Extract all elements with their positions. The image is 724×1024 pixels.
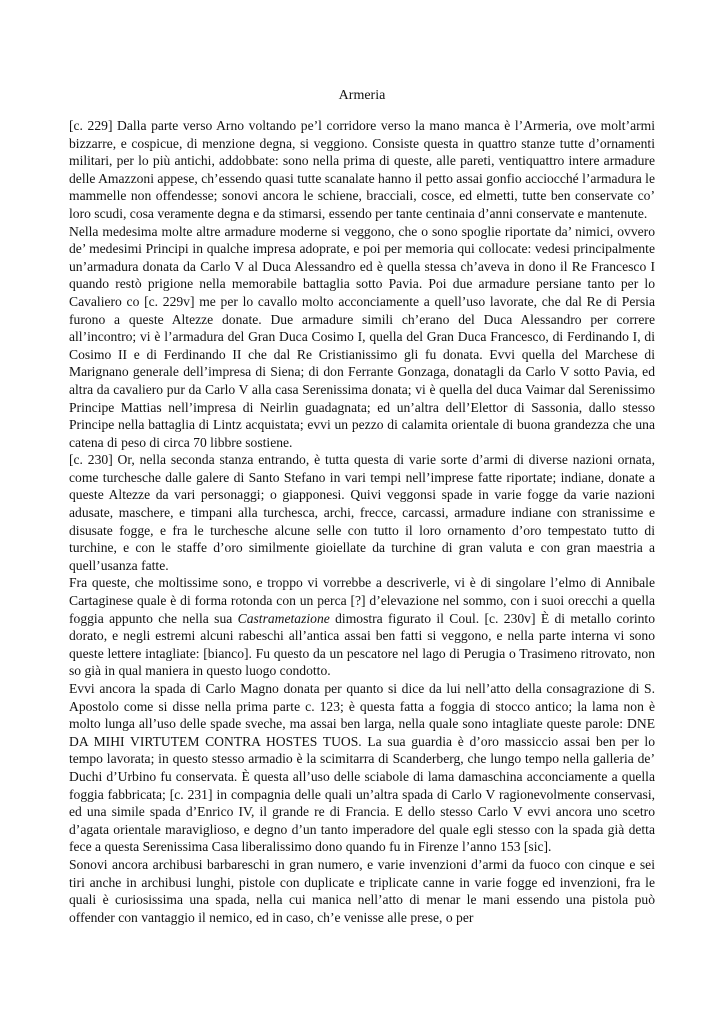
paragraph-1: [c. 229] Dalla parte verso Arno voltando pe’l corridore verso la mano manca è l’Armeria, ove molt’armi bizzarre, e cospicue, di menzione degna, si veggiono. Consiste questa in quattro stanze tutte d’ornamenti militari, per lo più antichi, addobbate: sono nella prima di queste, alle pareti, ventiquattro intere armadure delle Amazzoni appese, ch’essendo quasi tutte scanalate hanno il petto assai gonfio acciocché l’armadura le mammelle non offendesse; sonovi ancora le schiene, bracciali, cosce, ed elmetti, tutte ben conservate co’ loro scudi, cosa veramente degna e da stimarsi, essendo per tante centinaia d’anni conservate e mantenute. — [69, 118, 655, 221]
paragraph-4-italic-title: Castrametazione — [237, 610, 330, 626]
paragraph-2: Nella medesima molte altre armadure moderne si veggono, che o sono spoglie riportate da’ nimici, ovvero de’ medesimi Principi in qualche impresa adoprate, e poi per memoria qui collocate: vedesi principalmente un’armadura donata da Carlo V al Duca Alessandro ed è quella stessa ch’aveva in dono il Re Francesco I quando restò prigione nella memorabile battaglia sotto Pavia. Poi due armadure persiane tanto per lo Cavaliero co [c. 229v] me per lo cavallo molto acconciamente a quell’uso lavorate, che dal Re di Persia furono a queste Altezze donate. Due armadure simili ch’erano del Duca Alessandro per correre all’incontro; vi è l’armadura del Gran Duca Cosimo I, quella del Gran Duca Francesco, di Ferdinando I, di Cosimo II e di Ferdinando II che dal Re Cristianissimo gli fu donata. Evvi quella del Marchese di Marignano generale dell’impresa di Siena; di don Ferrante Gonzaga, donatagli da Carlo V sotto Pavia, ed altra da cavaliero pur da Carlo V alla casa Serenissima donata; vi è quella del duca Vaimar dal Serenissimo Principe Mattias nell’impresa di Neirlin guadagnata; ed un’altra dell’Elettor di Sassonia, dallo stesso Principe nella battaglia di Lintz acquistata; evvi un pezzo di calamita orientale di buona grandezza che una catena di peso di circa 70 libbre sostiene. — [69, 223, 655, 450]
page-title: Armeria — [338, 88, 386, 103]
document-page — [69, 86, 655, 926]
paragraph-4 — [69, 574, 655, 680]
paragraph-6: Sonovi ancora archibusi barbareschi in gran numero, e varie invenzioni d’armi da fuoco con cinque e sei tiri anche in archibusi lunghi, pistole con duplicate e triplicate canne in varie fogge ed invenzioni, fra le quali è curiosissima una spada, nella cui manica nell’atto di menar le mani essendo una pistola può offender con vantaggio il nemico, ed in caso, ch’e venisse alle prese, o per — [69, 856, 655, 925]
paragraph-4-text-b: dimostra figurato il Coul. [c. 230v] È di metallo corinto dorato, e negli estremi alcuni rabeschi all’antica assai ben fatti si veggono, e nella parte interna vi sono queste lettere intagliate: [bianco]. Fu questo da un pescatore nel lago di Perugia o Trasimeno ritrovato, non so già in qual maniera in questo luogo condotto. — [69, 610, 655, 679]
paragraph-5: Evvi ancora la spada di Carlo Magno donata per quanto si dice da lui nell’atto della consagrazione di S. Apostolo come si disse nella prima parte c. 123; è questa fatta a foggia di stocco antico; la lama non è molto lunga all’uso delle spade sveche, ma assai ben larga, nella quale sono intagliate queste parole: DNE DA MIHI VIRTUTEM CONTRA HOSTES TUOS. La sua guardia è d’oro massiccio assai ben per lo tempo lavorata; in questo stesso armadio è la scimitarra di Scanderberg, che lungo tempo nella galleria de’ Duchi d’Urbino fu conservata. È questa all’uso delle sciabole di lama damaschina acconciamente a quella foggia fabbricata; [c. 231] in compagnia delle quali un’altra spada di Carlo V ragionevolmente conservasi, ed una simile spada d’Enrico IV, il grande re di Francia. E dello stesso Carlo V evvi ancora uno scetro d’agata orientale maraviglioso, e degno d’un tanto imperadore del quale egli stesso con la spada già detta fece a questa Serenissima Casa liberalissimo dono quando fu in Firenze l’anno 153 [sic]. — [69, 681, 655, 855]
paragraph-4-text-a: Fra queste, che moltissime sono, e troppo vi vorrebbe a descriverle, vi è di singolare l’elmo di Annibale Cartaginese quale è di forma rotonda con un perca [?] d’elevazione nel sommo, con i suoi orecchi a quella foggia appunto che nella sua — [69, 575, 655, 626]
paragraph-3: [c. 230] Or, nella seconda stanza entrando, è tutta questa di varie sorte d’armi di diverse nazioni ornata, come turchesche dalle galere di Santo Stefano in vari tempi nell’imprese fatte riportate; indiane, donate a queste Altezze da vari personaggi; o giapponesi. Quivi veggonsi spade in varie fogge da varie nazioni adusate, maschere, e timpani alla turchesca, archi, frecce, carcassi, armadure indiane con stranissime e disusate fogge, e fra le turchesche alcune selle con tutto il loro ornamento d’oro tempestato tutto di turchine, e con le staffe d’oro similmente gioiellate da turchine di gran valuta e con gran maestria a quell’usanza fatte. — [69, 452, 655, 573]
